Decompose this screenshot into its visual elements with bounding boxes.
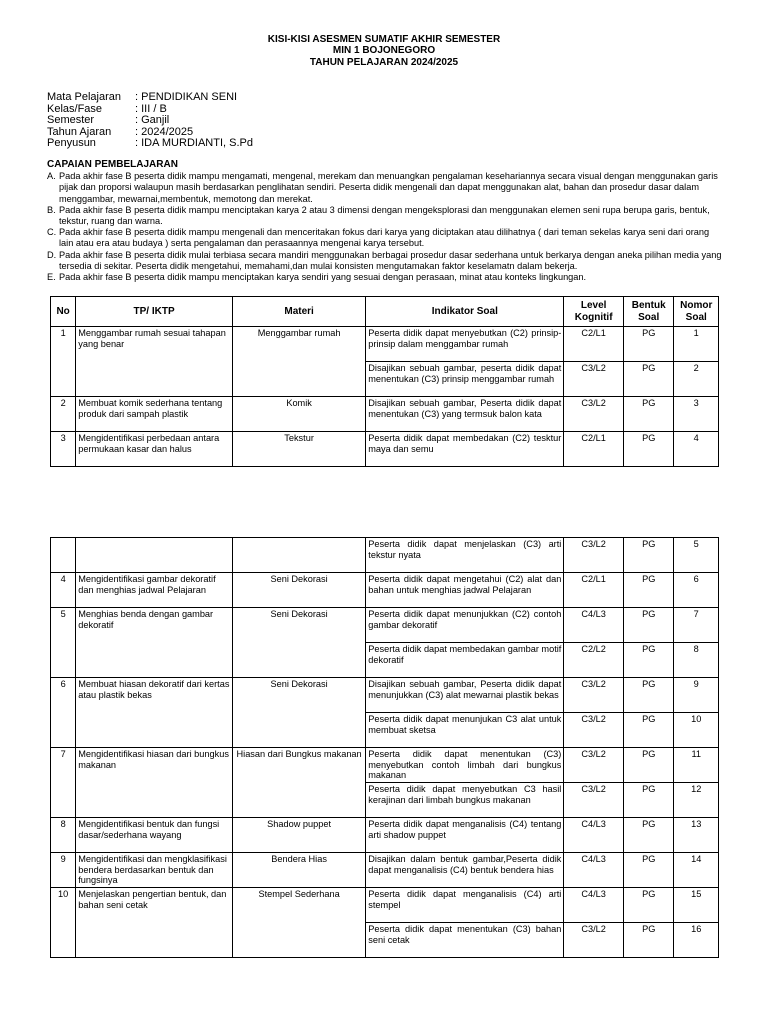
cell-no: 4 [51,573,76,608]
header-bentuk: Bentuk Soal [623,297,674,327]
cell-tp-iktp: Menghias benda dengan gambar dekoratif [76,608,233,678]
capaian-text: Pada akhir fase B peserta didik mampu mengenali dan menceritakan fokus dari karya yang diciptakan atau dilihatnya ( dari teman sekelas karya seni dari orang lain atau era atau budaya ) serta pengalaman dan perasaannya mengenai karya tersebut. [59,227,710,249]
header-no: No [51,297,76,327]
cell-no: 6 [51,678,76,748]
table-body [51,327,719,467]
cell-indikator: Peserta didik dapat membedakan (C2) tesktur maya dan semu [366,432,564,467]
cell-nomor-soal: 2 [674,362,719,397]
cell-level-kognitif: C2/L1 [564,573,624,608]
meta-label: Tahun Ajaran [47,125,112,138]
cell-indikator: Peserta didik dapat menunjukan C3 alat untuk membuat sketsa [366,713,564,748]
cell-tp-iktp: Mengidentifikasi perbedaan antara permukaan kasar dan halus [76,432,233,467]
meta-value: : IDA MURDIANTI, S.Pd [135,137,253,150]
cell-indikator: Peserta didik dapat menganalisis (C4) arti stempel [366,888,564,923]
table-row [51,432,719,467]
cell-level-kognitif: C2/L2 [564,643,624,678]
cell-indikator: Disajikan sebuah gambar, peserta didik dapat menentukan (C3) prinsip menggambar rumah [366,362,564,397]
cell-nomor-soal: 13 [674,818,719,853]
cell-indikator: Disajikan sebuah gambar, Peserta didik dapat menentukan (C3) yang termsuk balon kata [366,397,564,432]
cell-materi: Komik [232,397,365,432]
cell-nomor-soal: 4 [674,432,719,467]
header-level: Level Kognitif [564,297,624,327]
cell-level-kognitif: C3/L2 [564,923,624,958]
cell-bentuk-soal: PG [623,608,674,643]
cell-tp-iktp: Mengidentifikasi dan mengklasifikasi bendera berdasarkan bentuk dan fungsinya [76,853,233,888]
cell-indikator: Peserta didik dapat membedakan gambar motif dekoratif [366,643,564,678]
capaian-item [47,171,722,205]
cell-no: 9 [51,853,76,888]
cell-indikator: Peserta didik dapat menunjukkan (C2) contoh gambar dekoratif [366,608,564,643]
cell-tp-iktp [76,538,233,573]
cell-bentuk-soal: PG [623,783,674,818]
table-row [51,327,719,362]
cell-tp-iktp: Membuat hiasan dekoratif dari kertas atau plastik bekas [76,678,233,748]
cell-nomor-soal: 14 [674,853,719,888]
cell-no: 5 [51,608,76,678]
cell-indikator: Peserta didik dapat mengetahui (C2) alat dan bahan untuk menghias jadwal Pelajaran [366,573,564,608]
capaian-letter: A. [47,171,56,182]
cell-nomor-soal: 1 [674,327,719,362]
cell-tp-iktp: Mengidentifikasi bentuk dan fungsi dasar/sederhana wayang [76,818,233,853]
cell-level-kognitif: C4/L3 [564,888,624,923]
cell-level-kognitif: C2/L1 [564,432,624,467]
table-row [51,397,719,432]
cell-materi: Tekstur [232,432,365,467]
cell-indikator: Peserta didik dapat menganalisis (C4) tentang arti shadow puppet [366,818,564,853]
table-row [51,678,719,713]
cell-bentuk-soal: PG [623,643,674,678]
cell-tp-iktp: Mengidentifikasi gambar dekoratif dan menghias jadwal Pelajaran [76,573,233,608]
cell-no: 2 [51,397,76,432]
capaian-item [47,227,722,249]
cell-tp-iktp: Menjelaskan pengertian bentuk, dan bahan seni cetak [76,888,233,958]
table-header-row [51,297,719,327]
cell-nomor-soal: 15 [674,888,719,923]
cell-nomor-soal: 7 [674,608,719,643]
meta-value: : III / B [135,102,167,115]
meta-value: : 2024/2025 [135,125,194,138]
cell-bentuk-soal: PG [623,362,674,397]
meta-row-subject [47,92,253,104]
table-row [51,573,719,608]
meta-value: : PENDIDIKAN SENI [135,91,238,103]
cell-bentuk-soal: PG [623,538,674,573]
cell-bentuk-soal: PG [623,678,674,713]
cell-bentuk-soal: PG [623,713,674,748]
meta-row-author [47,138,253,150]
cell-indikator: Peserta didik dapat menyebutkan (C2) prinsip-prinsip dalam menggambar rumah [366,327,564,362]
kisi-table-part-1 [50,296,719,467]
cell-tp-iktp: Mengidentifikasi hiasan dari bungkus makanan [76,748,233,818]
cell-no: 7 [51,748,76,818]
cell-nomor-soal: 3 [674,397,719,432]
table-row [51,748,719,783]
cell-bentuk-soal: PG [623,818,674,853]
cell-bentuk-soal: PG [623,327,674,362]
cell-level-kognitif: C3/L2 [564,538,624,573]
cell-materi: Seni Dekorasi [232,608,365,678]
cell-bentuk-soal: PG [623,888,674,923]
capaian-text: Pada akhir fase B peserta didik mampu mengamati, mengenal, merekam dan menuangkan pengalaman kesehariannya secara visual dengan menggunakan garis pijak dan proporsi walaupun masih berdasarkan penglihatan sendiri. Peserta didik mengenali dan dapat menggunakan alat, bahan dan prosedur dasar dalam menggambar, mewarnai,membentuk, memotong dan merekat. [59,171,718,204]
table-row [51,608,719,643]
capaian-item [47,250,722,272]
cell-level-kognitif: C3/L2 [564,397,624,432]
capaian-text: Pada akhir fase B peserta didik mampu menciptakan karya 2 atau 3 dimensi dengan mengeksplorasi dan menggunakan elemen seni rupa berupa garis, bentuk, tekstur, ruang dan warna. [59,204,710,227]
cell-materi: Seni Dekorasi [232,678,365,748]
cell-nomor-soal: 6 [674,573,719,608]
cell-bentuk-soal: PG [623,397,674,432]
cell-level-kognitif: C3/L2 [564,713,624,748]
capaian-item [47,205,722,227]
cell-nomor-soal: 12 [674,783,719,818]
capaian-text: Pada akhir fase B peserta didik mampu menciptakan karya sendiri yang sesuai dengan perasaan, minat atau konteks lingkungan. [59,272,587,283]
cell-nomor-soal: 8 [674,643,719,678]
header-nomor: Nomor Soal [674,297,719,327]
cell-bentuk-soal: PG [623,432,674,467]
cell-nomor-soal: 16 [674,923,719,958]
cell-level-kognitif: C4/L3 [564,818,624,853]
meta-value: : Ganjil [135,114,170,127]
header-tp: TP/ IKTP [76,297,233,327]
cell-materi: Shadow puppet [232,818,365,853]
cell-materi: Seni Dekorasi [232,573,365,608]
header-indikator: Indikator Soal [366,297,564,327]
cell-nomor-soal: 9 [674,678,719,713]
cell-bentuk-soal: PG [623,853,674,888]
cell-no [51,538,76,573]
capaian-letter: B. [47,204,56,215]
table-row [51,888,719,923]
cell-bentuk-soal: PG [623,923,674,958]
doc-title-line-2: MIN 1 BOJONEGORO [332,45,436,56]
cell-no: 3 [51,432,76,467]
cell-nomor-soal: 10 [674,713,719,748]
capaian-letter: C. [47,227,57,238]
table-body [51,538,719,958]
cell-indikator: Peserta didik dapat menentukan (C3) bahan seni cetak [366,923,564,958]
cell-tp-iktp: Menggambar rumah sesuai tahapan yang benar [76,327,233,397]
capaian-letter: D. [47,249,57,260]
cell-level-kognitif: C3/L2 [564,362,624,397]
cell-bentuk-soal: PG [623,748,674,783]
doc-title-line-3: TAHUN PELAJARAN 2024/2025 [309,57,459,68]
meta-block [47,92,253,150]
cell-materi: Menggambar rumah [232,327,365,397]
cell-level-kognitif: C2/L1 [564,327,624,362]
cell-indikator: Peserta didik dapat menjelaskan (C3) arti tekstur nyata [366,538,564,573]
cell-level-kognitif: C3/L2 [564,678,624,713]
cell-bentuk-soal: PG [623,573,674,608]
cell-nomor-soal: 11 [674,748,719,783]
doc-title-line-1: KISI-KISI ASESMEN SUMATIF AKHIR SEMESTER [267,34,501,45]
kisi-table-part-2 [50,537,719,958]
cell-indikator: Disajikan dalam bentuk gambar,Peserta didik dapat menganalisis (C4) bentuk bendera hias [366,853,564,888]
cell-materi: Stempel Sederhana [232,888,365,958]
capaian-heading: CAPAIAN PEMBELAJARAN [47,159,178,170]
meta-label: Kelas/Fase [47,102,103,115]
cell-no: 8 [51,818,76,853]
cell-materi [232,538,365,573]
meta-label: Penyusun [47,137,96,150]
cell-indikator: Disajikan sebuah gambar, Peserta didik dapat menunjukkan (C3) alat mewarnai plastik bekas [366,678,564,713]
cell-materi: Bendera Hias [232,853,365,888]
cell-no: 10 [51,888,76,958]
cell-level-kognitif: C4/L3 [564,853,624,888]
cell-level-kognitif: C3/L2 [564,783,624,818]
cell-nomor-soal: 5 [674,538,719,573]
header-materi: Materi [232,297,365,327]
capaian-text: Pada akhir fase B peserta didik mulai terbiasa secara mandiri menggunakan berbagai prosedur dasar sederhana untuk berkarya dengan aneka pilihan media yang tersedia di sekitar. Peserta didik mengetahui, memahami,dan mulai konsisten mengutamakan faktor keselamatn dalam bekerja. [59,249,722,271]
table-row [51,538,719,573]
cell-no: 1 [51,327,76,397]
capaian-section [47,159,722,283]
table-row [51,853,719,888]
meta-label: Mata Pelajaran [47,91,121,103]
cell-indikator: Peserta didik dapat menentukan (C3) menyebutkan contoh limbah dari bungkus makanan [366,748,564,783]
meta-label: Semester [47,114,95,127]
table-row [51,818,719,853]
cell-tp-iktp: Membuat komik sederhana tentang produk dari sampah plastik [76,397,233,432]
cell-level-kognitif: C3/L2 [564,748,624,783]
cell-indikator: Peserta didik dapat menyebutkan C3 hasil kerajinan dari limbah bungkus makanan [366,783,564,818]
capaian-letter: E. [47,272,56,283]
capaian-item [47,272,722,283]
cell-level-kognitif: C4/L3 [564,608,624,643]
cell-materi: Hiasan dari Bungkus makanan [232,748,365,818]
